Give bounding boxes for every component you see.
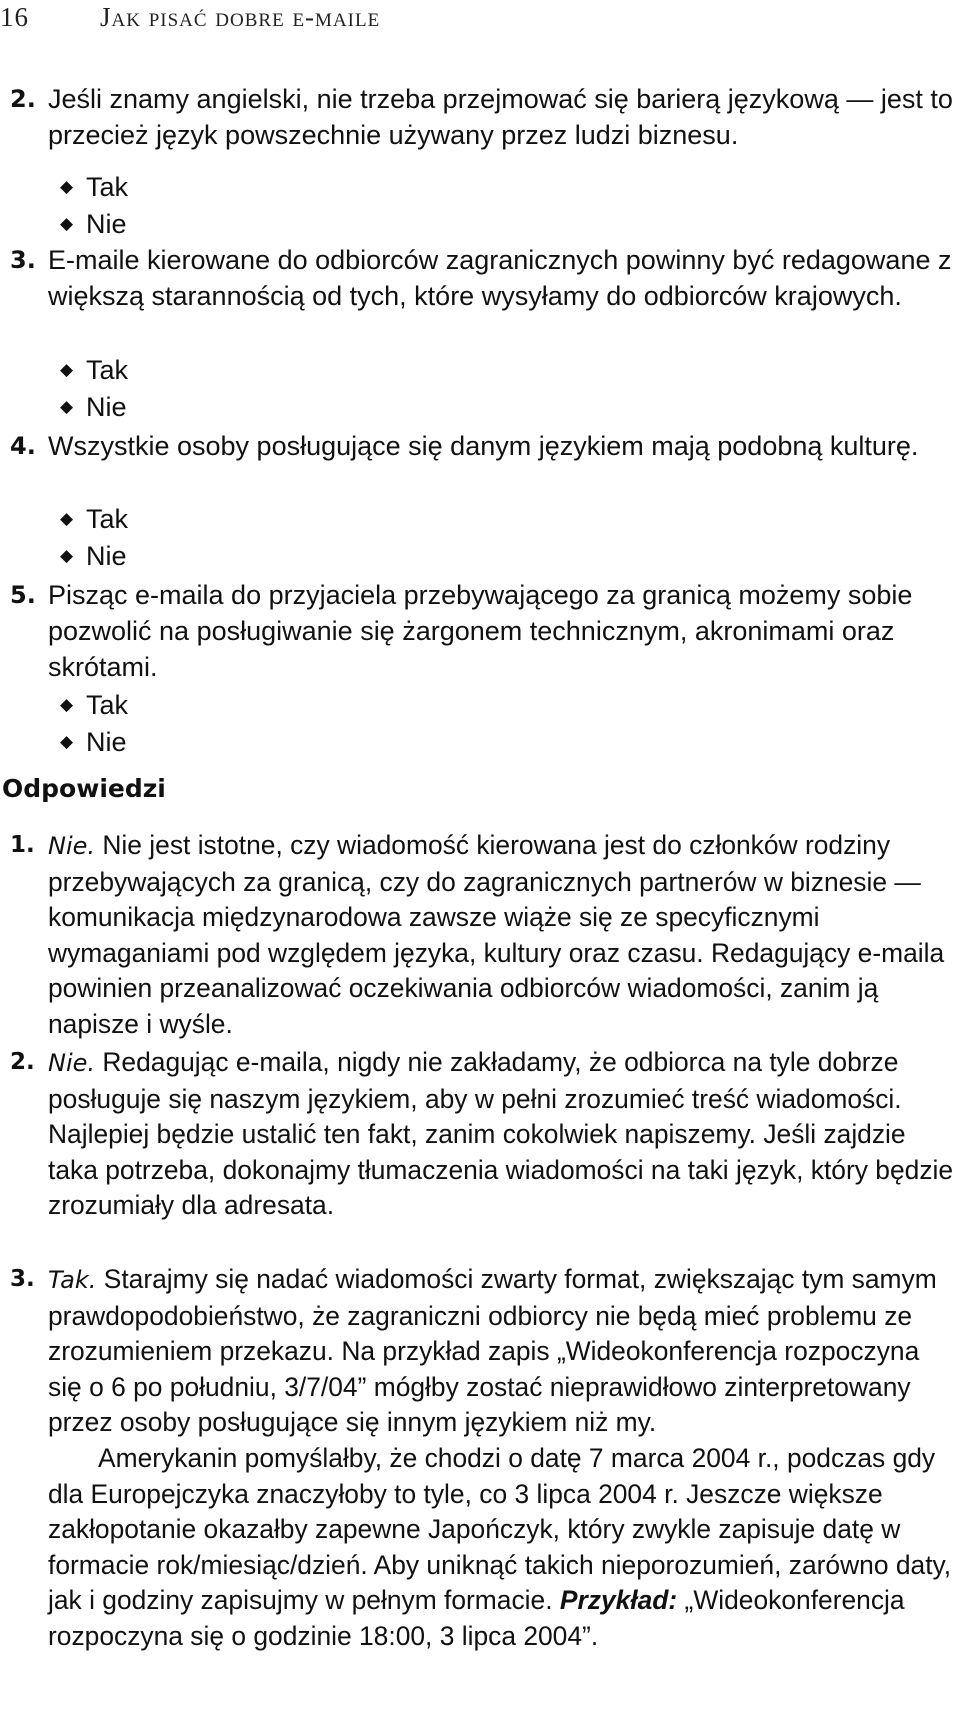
question-number: 5. bbox=[10, 581, 36, 609]
question-item bbox=[10, 242, 960, 314]
answer-item bbox=[10, 1045, 960, 1224]
answer-text: Tak. Starajmy się nadać wiadomości zwarty format, zwiększając tym samym prawdopodobieństwo, że zagraniczni odbiorcy nie będą mieć problemu ze zrozumieniem przekazu. Na przykład zapis „Wideokonferencja rozpoczyna się o 6 po południu, 3/7/04” mógłby zostać nieprawidłowo zinterpretowany przez osoby posługujące się innym językiem niż my. Amerykanin pomyślałby, że chodzi o datę 7 marca 2004 r., podczas gdy dla Europejczyka znaczyłoby to tyle, co 3 lipca 2004 r. Jeszcze większe zakłopotanie okazałby zapewne Japończyk, który zwykle zapisuje datę w formacie rok/miesiąc/dzień. Aby uniknąć takich nieporozumień, zarówno daty, jak i godziny zapisujmy w pełnym formacie. Przykład: „Wideokonferencja rozpoczyna się o godzinie 18:00, 3 lipca 2004”. bbox=[48, 1262, 960, 1655]
running-title: Jak pisać dobre e-maile bbox=[100, 2, 381, 32]
option-nie[interactable]: ◆ Nie bbox=[60, 206, 127, 242]
diamond-bullet-icon: ◆ bbox=[60, 177, 74, 196]
page-number: 16 bbox=[0, 2, 29, 32]
question-number: 2. bbox=[10, 85, 36, 113]
option-nie[interactable]: ◆ Nie bbox=[60, 389, 127, 425]
answer-item bbox=[10, 828, 960, 1043]
page-header bbox=[0, 2, 960, 38]
answer-verdict: Nie. bbox=[48, 832, 96, 860]
question-text: Jeśli znamy angielski, nie trzeba przejmować się barierą językową — jest to przecież język powszechnie używany przez ludzi biznesu. bbox=[48, 84, 953, 151]
answer-verdict: Nie. bbox=[48, 1049, 96, 1077]
answer-number: 2. bbox=[10, 1049, 35, 1075]
answer-text: Nie. Nie jest istotne, czy wiadomość kierowana jest do członków rodziny przebywających za granicą, czy do zagranicznych partnerów w biznesie — komunikacja międzynarodowa zawsze wiąże się ze specyficznymi wymaganiami pod względem języka, kultury oraz czasu. Redagujący e-maila powinien przeanalizować oczekiwania odbiorców wiadomości, zanim ją napisze i wyśle. bbox=[48, 830, 945, 1039]
question-number: 4. bbox=[10, 432, 36, 460]
answer-paragraph: Amerykanin pomyślałby, że chodzi o datę 7 marca 2004 r., podczas gdy dla Europejczyka znaczyłoby to tyle, co 3 lipca 2004 r. Jeszcze większe zakłopotanie okazałby zapewne Japończyk, który zwykle zapisuje datę w formacie rok/miesiąc/dzień. Aby uniknąć takich nieporozumień, zarówno daty, jak i godziny zapisujmy w pełnym formacie. Przykład: „Wideokonferencja rozpoczyna się o godzinie 18:00, 3 lipca 2004”. bbox=[48, 1442, 952, 1651]
question-number: 3. bbox=[10, 246, 36, 274]
answer-number: 1. bbox=[10, 832, 35, 858]
diamond-bullet-icon: ◆ bbox=[60, 546, 74, 565]
diamond-bullet-icon: ◆ bbox=[60, 732, 74, 751]
diamond-bullet-icon: ◆ bbox=[60, 397, 74, 416]
question-item bbox=[10, 577, 960, 686]
option-nie[interactable]: ◆ Nie bbox=[60, 538, 127, 574]
question-item bbox=[10, 81, 960, 153]
answers-heading: Odpowiedzi bbox=[2, 774, 166, 803]
option-tak[interactable]: ◆ Tak bbox=[60, 501, 128, 537]
question-text: E-maile kierowane do odbiorców zagranicznych powinny być redagowane z większą starannością od tych, które wysyłamy do odbiorców krajowych. bbox=[48, 245, 952, 312]
answer-text: Nie. Redagując e-maila, nigdy nie zakładamy, że odbiorca na tyle dobrze posługuje się naszym językiem, aby w pełni zrozumieć treść wiadomości. Najlepiej będzie ustalić ten fakt, zanim cokolwiek napiszemy. Jeśli zajdzie taka potrzeba, dokonajmy tłumaczenia wiadomości na taki język, który będzie zrozumiały dla adresata. bbox=[48, 1047, 954, 1221]
option-tak[interactable]: ◆ Tak bbox=[60, 169, 128, 205]
diamond-bullet-icon: ◆ bbox=[60, 509, 74, 528]
answer-item bbox=[10, 1262, 960, 1655]
question-text: Wszystkie osoby posługujące się danym językiem mają podobną kulturę. bbox=[48, 431, 919, 461]
question-text: Pisząc e-maila do przyjaciela przebywającego za granicą możemy sobie pozwolić na posługiwanie się żargonem technicznym, akronimami oraz skrótami. bbox=[48, 580, 913, 683]
answer-number: 3. bbox=[10, 1266, 35, 1292]
example-label: Przykład: bbox=[559, 1585, 678, 1616]
diamond-bullet-icon: ◆ bbox=[60, 214, 74, 233]
option-tak[interactable]: ◆ Tak bbox=[60, 687, 128, 723]
option-tak[interactable]: ◆ Tak bbox=[60, 352, 128, 388]
question-item bbox=[10, 428, 960, 464]
diamond-bullet-icon: ◆ bbox=[60, 360, 74, 379]
answer-verdict: Tak. bbox=[48, 1266, 97, 1294]
option-nie[interactable]: ◆ Nie bbox=[60, 724, 127, 760]
diamond-bullet-icon: ◆ bbox=[60, 695, 74, 714]
